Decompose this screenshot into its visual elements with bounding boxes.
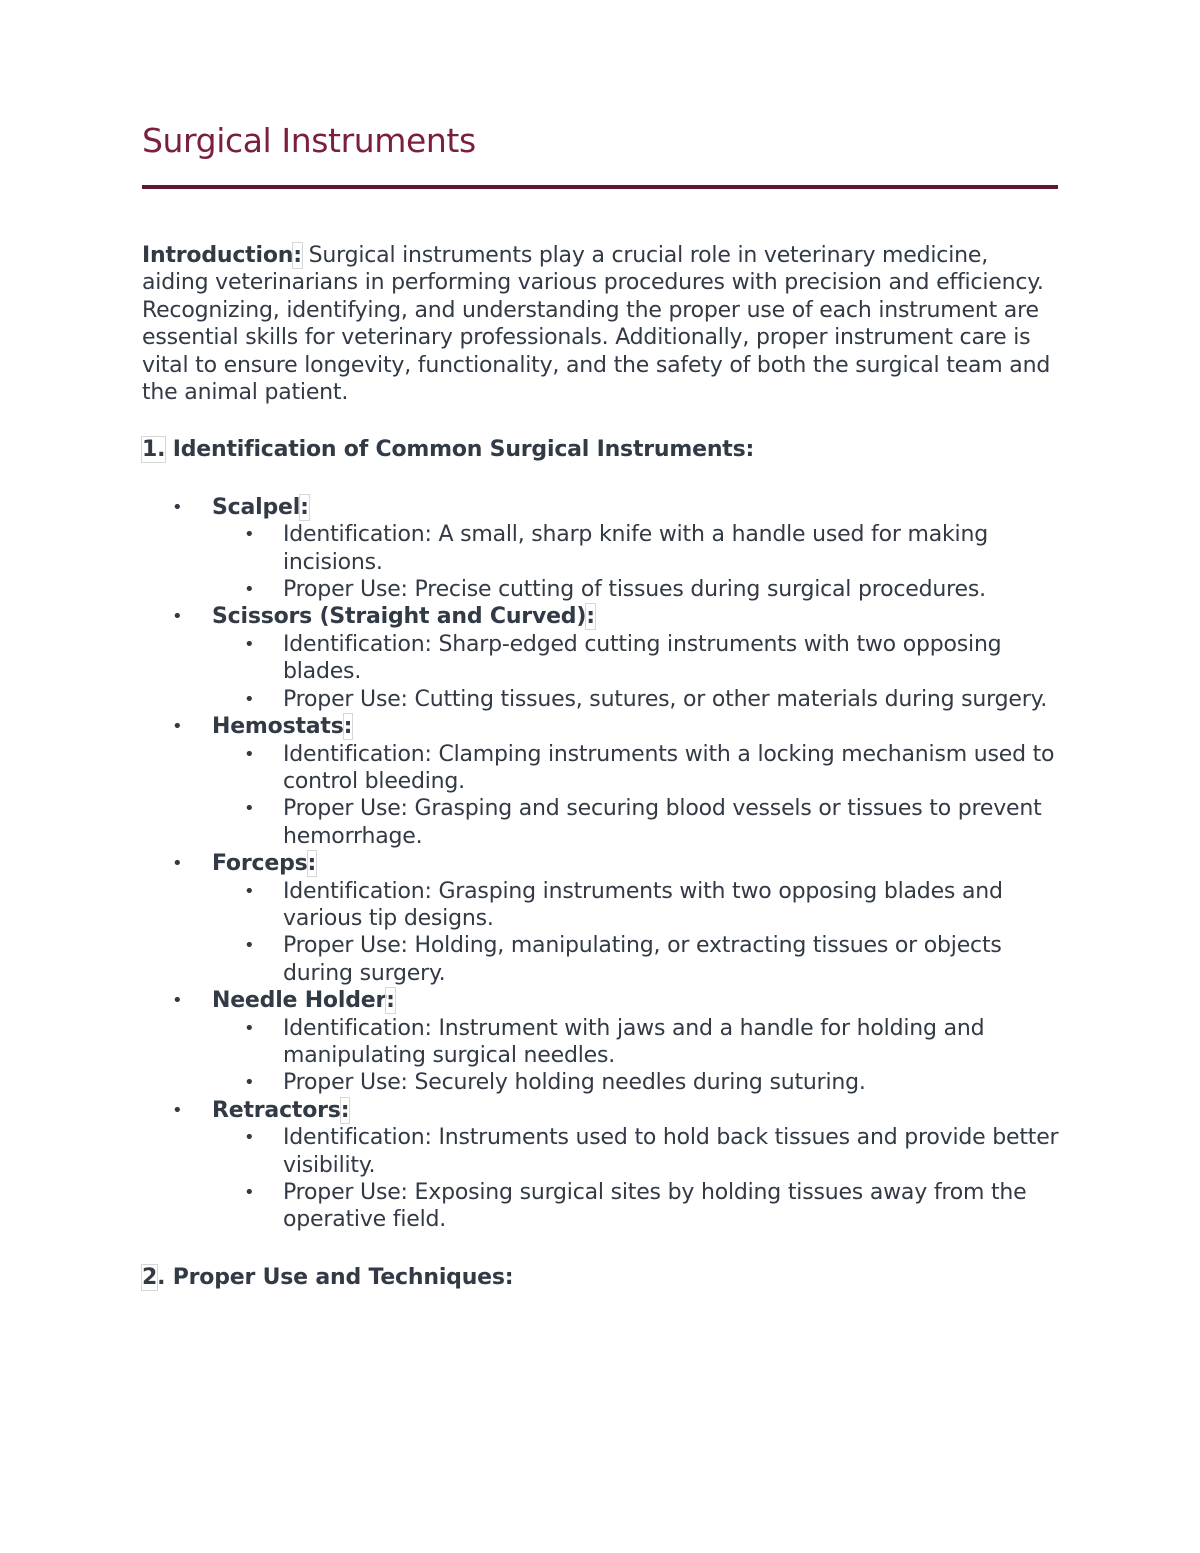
identification-text: Identification: Clamping instruments with a locking mechanism used to control bleeding. [283, 741, 1055, 794]
instrument-name: Forceps [212, 851, 308, 877]
identification-text: Identification: Sharp-edged cutting instruments with two opposing blades. [283, 631, 1002, 685]
bullet-icon: • [172, 606, 183, 628]
instrument-item [142, 494, 1060, 604]
identification-item [142, 631, 1060, 686]
instrument-name: Scissors (Straight and Curved) [212, 604, 587, 630]
proper-use-text: Proper Use: Precise cutting of tissues during surgical procedures. [283, 577, 986, 603]
instrument-name-colon: : [340, 1097, 350, 1123]
instrument-name: Scalpel [212, 494, 301, 520]
proper-use-item [142, 795, 1060, 850]
proper-use-item [142, 932, 1060, 987]
proper-use-item [142, 1069, 1060, 1096]
bullet-icon: • [244, 935, 255, 957]
instrument-details [212, 631, 1060, 713]
instrument-name: Needle Holder [212, 988, 387, 1014]
section-1-title: Identification of Common Surgical Instruments: [165, 437, 755, 463]
bullet-icon: • [172, 990, 183, 1012]
identification-item [142, 1124, 1060, 1179]
section-2-title: . Proper Use and Techniques: [157, 1264, 514, 1290]
instrument-item [142, 987, 1060, 1097]
proper-use-item [142, 686, 1060, 713]
section-1-number: 1. [142, 437, 166, 463]
bullet-icon: • [244, 1127, 255, 1149]
intro-paragraph [142, 242, 1060, 406]
proper-use-item [142, 576, 1060, 603]
identification-text: Identification: Instrument with jaws and a handle for holding and manipulating surgical needles. [283, 1015, 985, 1068]
bullet-icon: • [244, 880, 255, 902]
instrument-details [212, 741, 1060, 851]
instrument-item [142, 603, 1060, 713]
proper-use-text: Proper Use: Securely holding needles during suturing. [283, 1070, 866, 1096]
bullet-icon: • [172, 496, 183, 518]
instrument-details [212, 1124, 1060, 1234]
intro-colon: : [293, 243, 302, 268]
bullet-icon: • [244, 1017, 255, 1039]
instrument-details [212, 521, 1060, 603]
instrument-list [142, 494, 1060, 1234]
section-2-number: 2 [142, 1264, 158, 1290]
proper-use-text: Proper Use: Holding, manipulating, or extracting tissues or objects during surgery. [283, 933, 1002, 986]
proper-use-text: Proper Use: Cutting tissues, sutures, or other materials during surgery. [283, 686, 1048, 712]
document-body [142, 242, 1060, 1321]
bullet-icon: • [244, 743, 255, 765]
bullet-icon: • [172, 716, 183, 738]
bullet-icon: • [244, 579, 255, 601]
instrument-name-colon: : [586, 604, 595, 630]
identification-item [142, 878, 1060, 933]
instrument-name-colon: : [343, 714, 353, 740]
intro-text: Surgical instruments play a crucial role in veterinary medicine, aiding veterinarians in performing various procedures with precision and efficiency. Recognizing, identifying, and understanding the proper use of each instrument are essential skills for veterinary professionals. Additionally, proper instrument care is vital to ensure longevity, functionality, and the safety of both the surgical team and the animal patient. [142, 243, 1051, 406]
proper-use-text: Proper Use: Grasping and securing blood vessels or tissues to prevent hemorrhage. [283, 796, 1042, 849]
bullet-icon: • [244, 1072, 255, 1094]
identification-item [142, 1015, 1060, 1070]
bullet-icon: • [172, 853, 183, 875]
instrument-name-colon: : [386, 988, 395, 1014]
instrument-name-colon: : [307, 851, 317, 877]
instrument-details [212, 878, 1060, 988]
section-2-heading [142, 1264, 1060, 1291]
identification-item [142, 521, 1060, 576]
document-title: Surgical Instruments [142, 121, 476, 160]
identification-text: Identification: Grasping instruments with two opposing blades and various tip designs. [283, 878, 1003, 931]
intro-label: Introduction [142, 243, 294, 268]
identification-item [142, 741, 1060, 796]
instrument-details [212, 1015, 1060, 1097]
instrument-item [142, 1097, 1060, 1234]
proper-use-text: Proper Use: Exposing surgical sites by holding tissues away from the operative field. [283, 1180, 1027, 1233]
identification-text: Identification: Instruments used to hold back tissues and provide better visibility. [283, 1125, 1059, 1178]
instrument-name: Hemostats [212, 714, 344, 740]
bullet-icon: • [244, 1182, 255, 1203]
instrument-name: Retractors [212, 1097, 341, 1123]
section-1-heading [142, 436, 1060, 463]
identification-text: Identification: A small, sharp knife with a handle used for making incisions. [283, 522, 988, 575]
proper-use-item [142, 1179, 1060, 1234]
bullet-icon: • [244, 524, 255, 546]
bullet-icon: • [244, 688, 255, 710]
instrument-item [142, 850, 1060, 987]
instrument-item [142, 713, 1060, 850]
bullet-icon: • [172, 1099, 183, 1121]
bullet-icon: • [244, 798, 255, 820]
instrument-name-colon: : [300, 494, 309, 520]
bullet-icon: • [244, 633, 255, 655]
title-divider [142, 185, 1058, 189]
